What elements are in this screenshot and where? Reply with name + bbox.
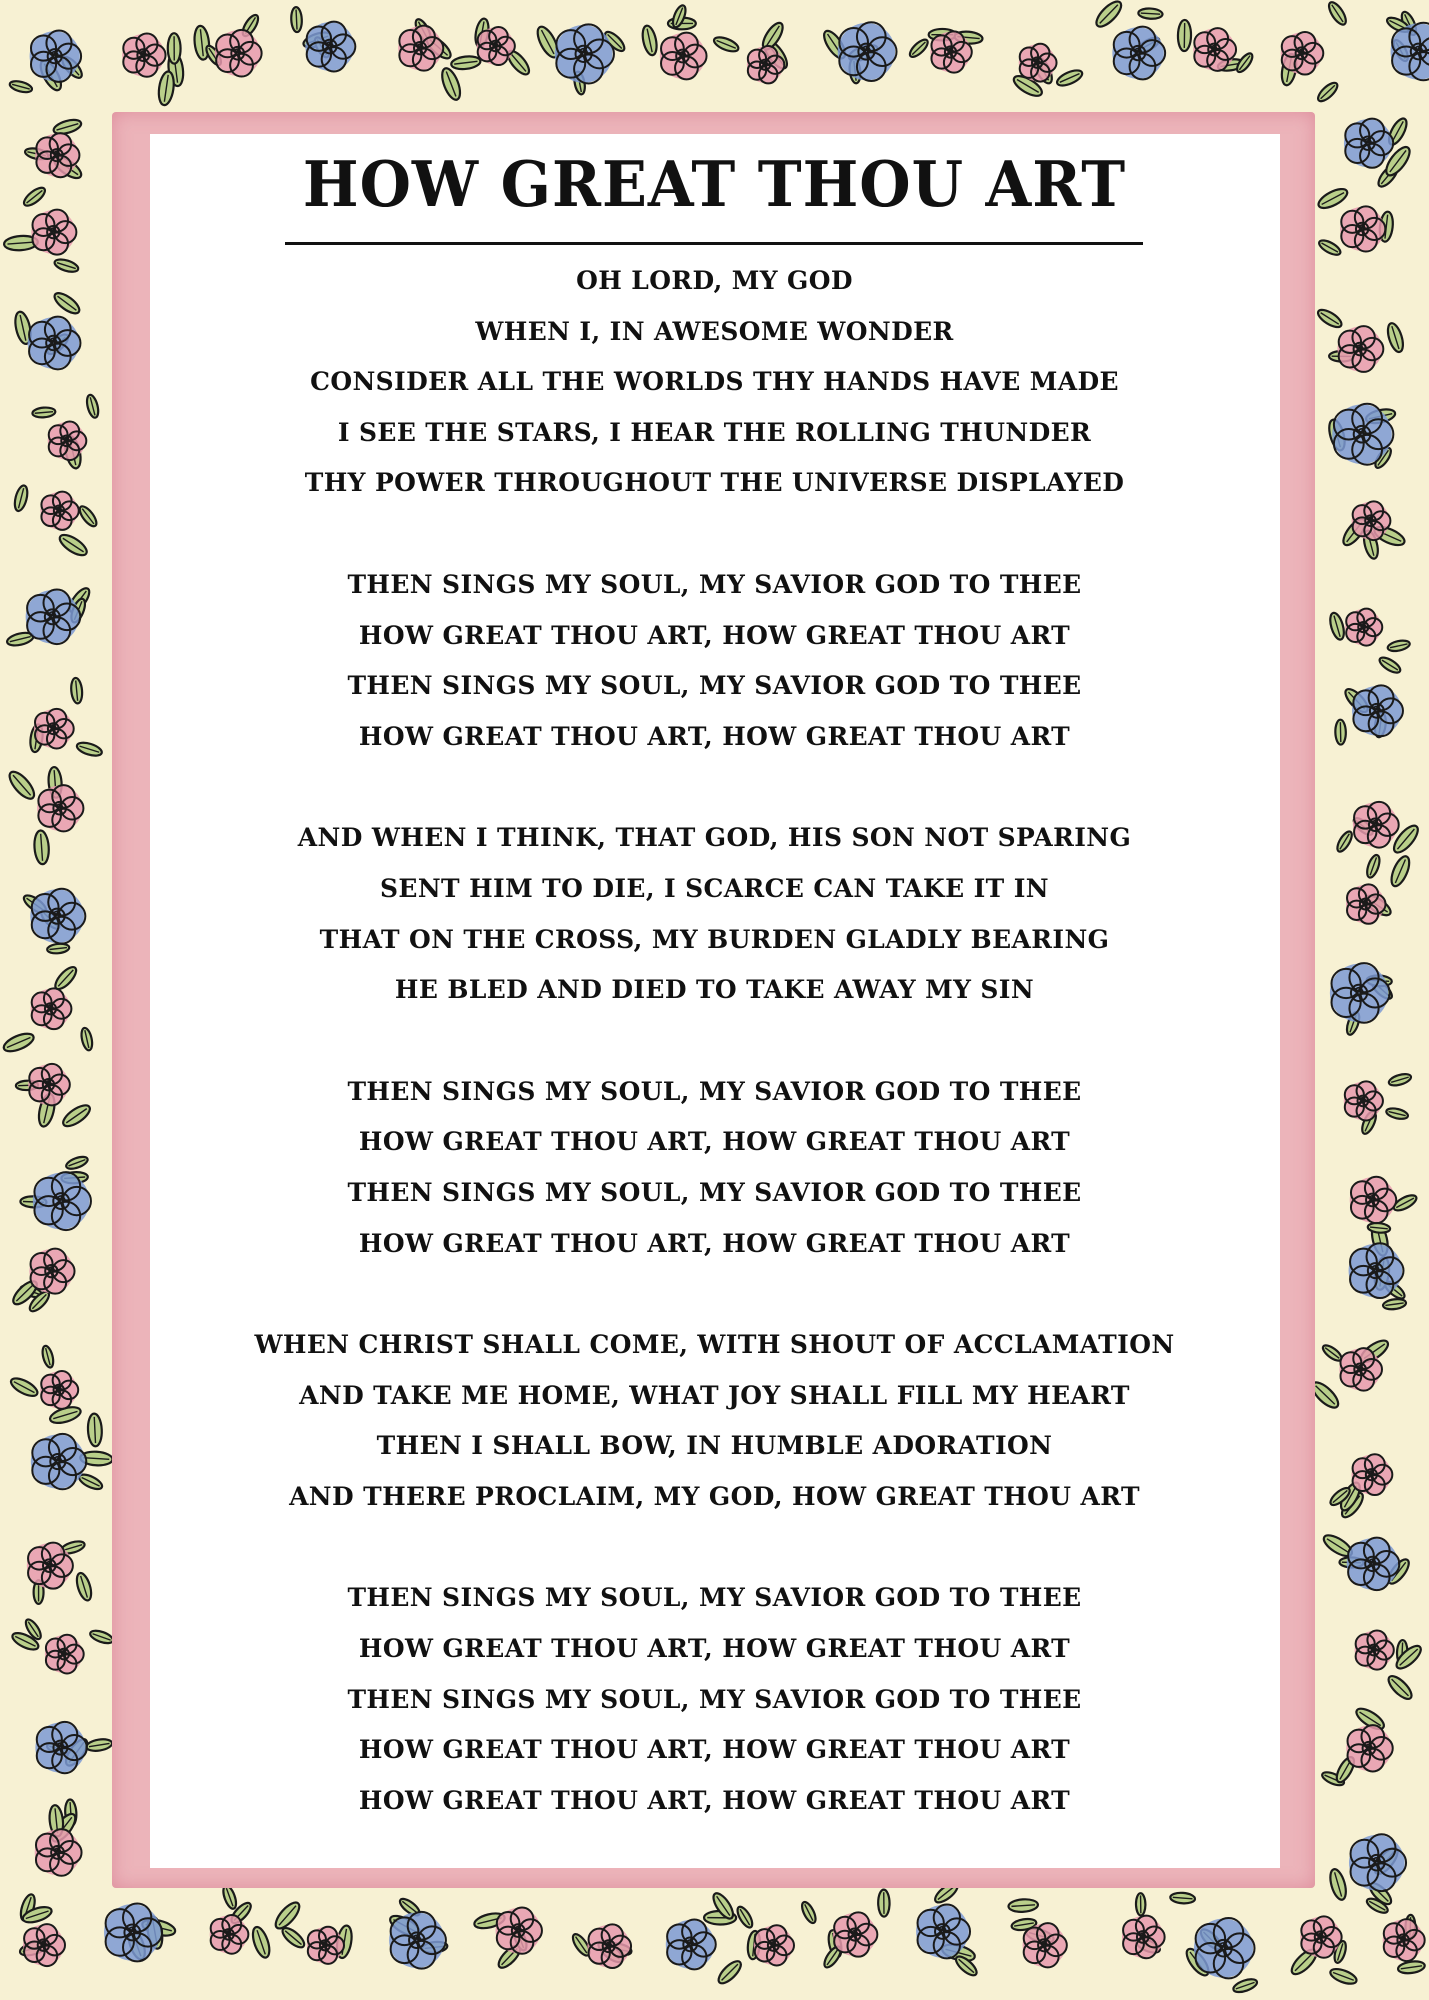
lyric-line: HOW GREAT THOU ART, HOW GREAT THOU ART bbox=[358, 1634, 1071, 1664]
lyric-line: HOW GREAT THOU ART, HOW GREAT THOU ART bbox=[358, 620, 1071, 650]
lyric-line: THEN SINGS MY SOUL, MY SAVIOR GOD TO THEE bbox=[347, 1076, 1082, 1106]
page-title: HOW GREAT THOU ART bbox=[302, 147, 1127, 222]
leaf-icon bbox=[272, 1899, 303, 1932]
lyric-line: AND WHEN I THINK, THAT GOD, HIS SON NOT SPARING bbox=[297, 823, 1132, 853]
leaf-icon bbox=[1008, 1898, 1038, 1912]
leaf-icon bbox=[1397, 1960, 1425, 1975]
lyric-line: THY POWER THROUGHOUT THE UNIVERSE DISPLAYED bbox=[304, 468, 1125, 498]
lyric-line: WHEN I, IN AWESOME WONDER bbox=[475, 316, 954, 346]
stanza bbox=[0, 560, 1429, 762]
pink-flower-icon bbox=[1281, 32, 1324, 75]
leaf-icon bbox=[1093, 0, 1125, 30]
lyric-line: HOW GREAT THOU ART, HOW GREAT THOU ART bbox=[358, 1127, 1071, 1157]
stanza bbox=[0, 256, 1429, 509]
leaf-icon bbox=[168, 33, 181, 64]
lyric-line: THEN SINGS MY SOUL, MY SAVIOR GOD TO THEE bbox=[347, 1684, 1082, 1714]
blue-rose-icon bbox=[1112, 27, 1165, 80]
pink-flower-icon bbox=[210, 1915, 249, 1954]
pink-flower-icon bbox=[833, 1912, 877, 1956]
leaf-icon bbox=[1326, 0, 1349, 27]
lyric-line: THEN SINGS MY SOUL, MY SAVIOR GOD TO THEE bbox=[347, 569, 1082, 599]
stanza bbox=[0, 813, 1429, 1015]
lyric-line: THEN SINGS MY SOUL, MY SAVIOR GOD TO THEE bbox=[347, 1177, 1082, 1207]
leaf-icon bbox=[712, 34, 740, 54]
lyric-line: THEN SINGS MY SOUL, MY SAVIOR GOD TO THEE bbox=[347, 1583, 1082, 1613]
title-divider bbox=[285, 242, 1143, 245]
lyric-line: OH LORD, MY GOD bbox=[576, 266, 853, 295]
pink-flower-icon bbox=[587, 1924, 631, 1968]
leaf-icon bbox=[1178, 20, 1192, 51]
leaf-icon bbox=[1138, 8, 1163, 20]
leaf-icon bbox=[799, 1900, 818, 1925]
lyric-line: THEN SINGS MY SOUL, MY SAVIOR GOD TO THEE bbox=[347, 671, 1082, 701]
leaf-icon bbox=[1055, 67, 1084, 88]
lyric-line: HOW GREAT THOU ART, HOW GREAT THOU ART bbox=[358, 721, 1071, 751]
leaf-icon bbox=[735, 1905, 755, 1930]
leaf-icon bbox=[280, 1925, 308, 1951]
lyric-line: SENT HIM TO DIE, I SCARCE CAN TAKE IT IN bbox=[380, 873, 1049, 903]
lyric-line: HOW GREAT THOU ART, HOW GREAT THOU ART bbox=[358, 1735, 1071, 1765]
blue-rose-icon bbox=[838, 22, 897, 81]
blue-rose-icon bbox=[666, 1919, 716, 1969]
stanza bbox=[0, 1573, 1429, 1826]
pink-flower-icon bbox=[398, 26, 443, 71]
blue-rose-icon bbox=[1194, 1918, 1255, 1978]
leaf-icon bbox=[9, 79, 34, 94]
pink-flower-icon bbox=[754, 1925, 794, 1965]
pink-flower-icon bbox=[307, 1927, 344, 1964]
leaf-icon bbox=[221, 1884, 239, 1910]
leaf-icon bbox=[157, 71, 176, 107]
pink-flower-icon bbox=[215, 30, 262, 77]
blue-rose-icon bbox=[104, 1903, 162, 1961]
lyric-line: I SEE THE STARS, I HEAR THE ROLLING THUNDER bbox=[337, 417, 1092, 447]
leaf-icon bbox=[1328, 1966, 1358, 1987]
lyric-line: HE BLED AND DIED TO TAKE AWAY MY SIN bbox=[394, 975, 1035, 1005]
lyric-line: CONSIDER ALL THE WORLDS THY HANDS HAVE MADE bbox=[310, 367, 1119, 397]
pink-flower-icon bbox=[1383, 1919, 1425, 1961]
leaf-icon bbox=[907, 37, 930, 60]
lyric-line: THEN I SHALL BOW, IN HUMBLE ADORATION bbox=[376, 1431, 1053, 1461]
lyric-line: THAT ON THE CROSS, MY BURDEN GLADLY BEARING bbox=[319, 924, 1110, 954]
leaf-icon bbox=[291, 7, 303, 32]
leaf-icon bbox=[1170, 1892, 1195, 1904]
stanza bbox=[0, 1067, 1429, 1269]
leaf-icon bbox=[1317, 238, 1342, 258]
leaf-icon bbox=[1232, 1977, 1259, 1995]
leaf-icon bbox=[451, 55, 482, 71]
pink-flower-icon bbox=[1023, 1923, 1067, 1967]
blue-rose-icon bbox=[305, 22, 355, 72]
lyric-line: HOW GREAT THOU ART, HOW GREAT THOU ART bbox=[358, 1228, 1071, 1258]
pink-flower-icon bbox=[122, 33, 165, 76]
lyric-line: HOW GREAT THOU ART, HOW GREAT THOU ART bbox=[358, 1785, 1071, 1815]
leaf-icon bbox=[1315, 80, 1340, 104]
leaf-icon bbox=[439, 66, 464, 102]
leaf-icon bbox=[640, 24, 659, 56]
leaf-icon bbox=[250, 1925, 273, 1960]
lyric-line: WHEN CHRIST SHALL COME, WITH SHOUT OF ACCLAMATION bbox=[254, 1330, 1175, 1360]
blue-rose-icon bbox=[1391, 23, 1429, 81]
leaf-icon bbox=[878, 1890, 890, 1917]
lyrics bbox=[0, 256, 1429, 1877]
pink-flower-icon bbox=[496, 1907, 542, 1953]
leaf-icon bbox=[715, 1958, 744, 1987]
lyric-line: AND TAKE ME HOME, WHAT JOY SHALL FILL MY HEART bbox=[299, 1380, 1130, 1410]
stanza bbox=[0, 1320, 1429, 1522]
lyric-line: AND THERE PROCLAIM, MY GOD, HOW GREAT THOU ART bbox=[289, 1481, 1140, 1511]
pink-flower-icon bbox=[660, 33, 707, 80]
leaf-icon bbox=[1136, 1893, 1146, 1916]
pink-flower-icon bbox=[23, 1924, 65, 1966]
blue-rose-icon bbox=[389, 1912, 446, 1969]
